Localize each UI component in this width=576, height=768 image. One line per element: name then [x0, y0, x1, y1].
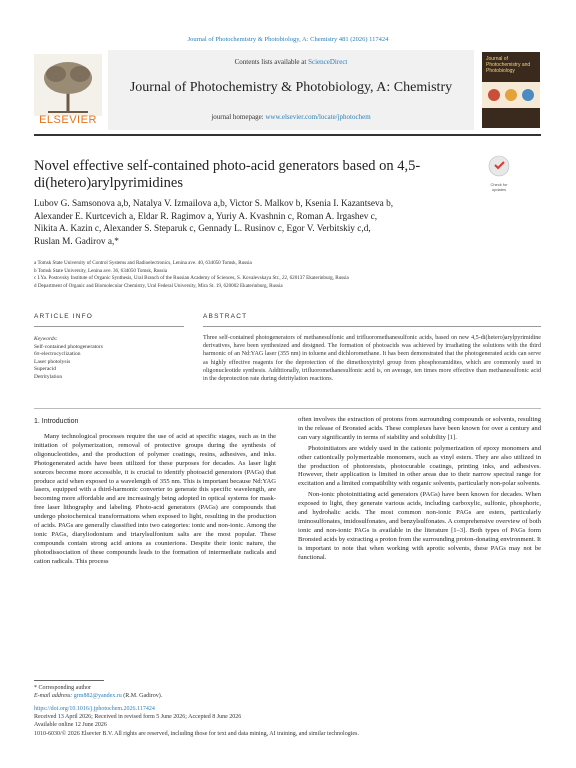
received-dates: Received 13 April 2026; Received in revised form 5 June 2026; Accepted 8 June 2026	[34, 714, 242, 721]
body-paragraph: often involves the extraction of protons from surrounding compounds or solvents, resulting in the release of Bronsted acids. These complexes have been known for over a century and can vary significantly in terms of stability and solubility [1].	[298, 416, 541, 441]
cover-illustration	[482, 82, 540, 108]
journal-title: Journal of Photochemistry & Photobiology, A: Chemistry	[129, 80, 453, 95]
abstract-rule	[203, 326, 541, 327]
copyright-line: 1010-6030/© 2026 Elsevier B.V. All rights are reserved, including those for text and data mining, AI training, and similar technologies.	[34, 730, 359, 737]
keyword-item: Self-contained photogenerators	[34, 343, 103, 350]
authors-line-2: Alexander E. Kurtcevich a, Eldar R. Ragimov a, Yuriy A. Kvashnin c, Roman A. Irgashev c,	[34, 211, 378, 222]
affiliation-a: a Tomsk State University of Control Systems and Radioelectronics, Lenina ave. 40, 634050 Tomsk, Russia	[34, 260, 252, 266]
journal-citation-link[interactable]: Journal of Photochemistry & Photobiology, A: Chemistry 481 (2026) 117424	[187, 36, 389, 43]
available-online: Available online 12 June 2026	[34, 722, 107, 729]
check-updates-icon	[486, 154, 512, 178]
sciencedirect-link[interactable]: ScienceDirect	[308, 58, 348, 66]
abstract-end-rule	[34, 408, 541, 409]
keyword-item: Laser photolysis	[34, 358, 71, 365]
affiliation-d: d Department of Organic and Biomolecular Chemistry, Ural Federal University, Mira St. 19, 620002 Ekaterinburg, Russia	[34, 282, 283, 289]
journal-header	[34, 50, 541, 132]
check-updates-label: Check for updates	[490, 182, 508, 192]
abstract-text: Three self-contained photogenerators of methanesulfonic and trifluoromethanesulfonic acids, based on new 4,5-di(hetero)arylpyrimidine derivatives, have been synthesized and designed. The formation of photoacids was achieved by irradiating the solutions with the third harmonic of an Nd:YAG laser (355 nm) in toluene and dichloromethane. It has been demonstrated that the photogenerated acids can serve as highly effective reagents for the deprotection of the dimethoxytrityl group from phosphoramidites, which are commonly used in oligonucleotide synthesis. Additionally, trifluoromethanesulfonic acid is, on average, ten times more effective than methanesulfonic acid in the deprotection rate during detritylation reactions.	[203, 335, 541, 383]
body-paragraph: Non-ionic photoinitiating acid generators (PAGs) have been known for decades. When exposed to light, they generate various acids, including carboxylic, sulfonic, phosphoric, and hydrohalic acids. The most common non-ionic PAGs are esters, particularly iminosulfonates, imidosulfonates, and benzylsulfonates. A comprehensive overview of both ionic and non-ionic PAGs is available in the literature [1–3]. Both types of PAGs form Bronsted acids by extracting a proton from the surrounding proton-donating environment. It is important to note that when working with aprotic solvents, these PAGs may not be functional.	[298, 491, 541, 561]
article-title: Novel effective self-contained photo-acid generators based on 4,5- di(hetero)arylpyrimidines	[34, 158, 421, 191]
footnote-rule	[34, 680, 104, 681]
article-footer	[34, 705, 359, 738]
article-info-label: ARTICLE INFO	[34, 313, 94, 320]
publisher-logo-text: ELSEVIER	[39, 114, 97, 126]
keywords-label: Keywords:	[34, 336, 58, 342]
check-for-updates-button[interactable]	[486, 154, 512, 192]
footnote	[34, 684, 162, 700]
keyword-item: 6π-electrocyclization	[34, 351, 81, 357]
body-column-left	[34, 433, 276, 567]
email-link[interactable]: grm882@yandex.ru	[73, 693, 122, 699]
cover-title: Journal of Photochemistry and Photobiology	[486, 56, 531, 74]
authors-line-1: Lubov G. Samsonova a,b, Natalya V. Izmailova a,b, Victor S. Malkov b, Ksenia I. Kazantseva b,	[34, 199, 394, 209]
affiliation-c: c I.Ya. Postovsky Institute of Organic Synthesis, Ural Branch of the Russian Academy of Sciences, S. Kovalevskaya Str., 22, 620137 Ekaterinburg, Russia	[34, 275, 349, 281]
keywords-block	[34, 336, 184, 381]
authors-line-3: Nikita A. Kazin c, Alexander S. Steparuk c, Gennady L. Rusinov c, Egor V. Verbitskiy c,d,	[34, 224, 371, 235]
doi-link[interactable]: https://doi.org/10.1016/j.jphotochem.2026.117424	[34, 706, 155, 712]
header-divider	[34, 134, 541, 136]
authors-line-4: Ruslan M. Gadirov a,*	[34, 236, 119, 247]
body-column-right	[298, 416, 541, 563]
body-paragraph: Many technological processes require the use of acid at specific stages, such as in the initiation of polymerization, removal of protective groups during the synthesis of oligonucleotides, and the production of polymer coatings, resins, adhesives, and inks. Photogenerated acids have been utilized for these purposes for decades. As laser light sources become more accessible, it is crucial to identify photoacid generators (PAGs) that produce acid when exposed to a wavelength of 355 nm. This is important because Nd:YAG lasers, equipped with a third-harmonic converter to generate this specific wavelength, are becoming more affordable and are increasingly being adopted in optical systems for mask-free laser lithography and labeling. Photo-acid generators (PAGs) are compounds that undergo photochemical transformations when exposed to light, resulting in the production of acids. PAGs are generally classified into two categories: ionic and non-ionic. Among the ionic PAGs, diaryliodonium and triarylsulfonium salts are the most popular. These compounds contain strong acid anions as counterions. Despite their ionic nature, the photodissociation of these compounds leads to the formation of intermediate radicals and cation radicals. This process	[34, 433, 276, 565]
affiliations	[34, 260, 534, 290]
keyword-item: Detritylation	[34, 373, 63, 380]
email-line: E-mail address: grm882@yandex.ru (R.M. Gadirov).	[34, 693, 163, 699]
corresponding-author-note: * Corresponding author	[34, 685, 91, 691]
body-paragraph: Photoinitiators are widely used in the cationic polymerization of epoxy monomers and other cationically polymerizable monomers, such as vinyl esters. They are also utilized in the production of photoresists, photocurable coatings, printing inks, and adhesives. However, their application is limited in other areas due to their narrow spectral range for excitation and a limited compatibility with organic solvents, particularly non-polar solvents.	[298, 444, 541, 488]
section-heading-introduction: 1. Introduction	[34, 418, 79, 425]
contents-line: Contents lists available at ScienceDirect	[234, 58, 348, 66]
journal-homepage-link[interactable]: www.elsevier.com/locate/jphotochem	[265, 113, 371, 121]
journal-banner	[108, 50, 474, 130]
affiliation-b: b Tomsk State University, Lenina ave. 36, 634050 Tomsk, Russia	[34, 267, 168, 274]
journal-cover-image	[482, 52, 540, 128]
article-info-rule	[34, 326, 184, 327]
keyword-item: Superacid	[34, 366, 56, 372]
homepage-line: journal homepage: www.elsevier.com/locate/jphotochem	[211, 113, 371, 121]
author-list	[34, 198, 504, 248]
abstract-label: ABSTRACT	[203, 313, 248, 320]
